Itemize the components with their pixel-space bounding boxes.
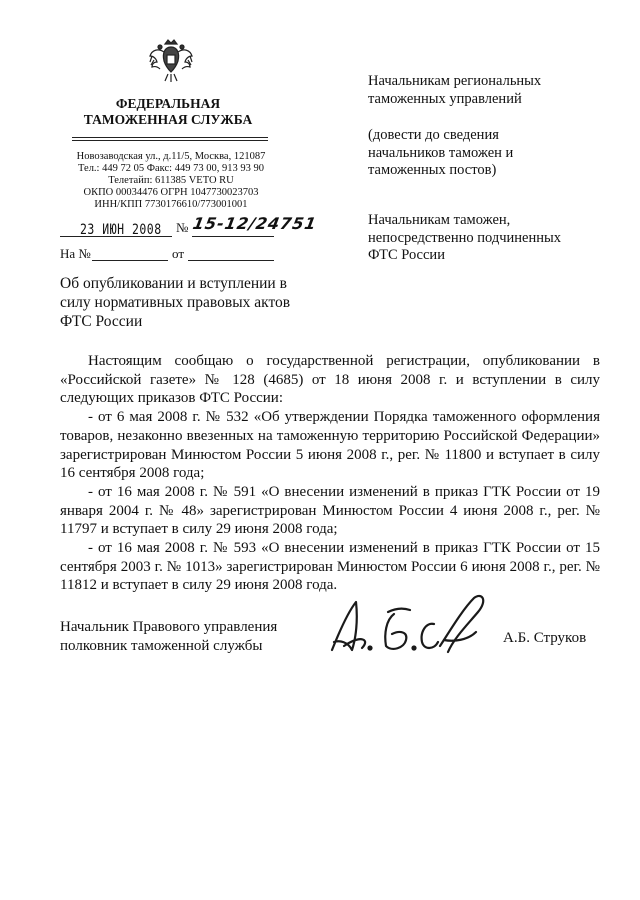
signatory-position-line2: полковник таможенной службы [60,638,263,654]
date-underline [60,236,172,237]
addressee-regional-administrations [368,73,608,108]
letter-body [60,352,600,595]
addressee-note [368,127,608,180]
addressee-line: Начальникам таможен, [368,212,511,228]
handwritten-signature [322,590,497,670]
order-item-532: - от 6 мая 2008 г. № 532 «Об утверждении Порядка таможенного оформления товаров, незаконно ввезенных на таможенную территорию Российской Федерации» зарегистрирован Минюстом России 5 июня 2008 г., рег. № 11800 и вступает в силу 16 сентября 2008 года; [60,409,600,482]
addressee-line: (довести до сведения [368,127,499,143]
reference-number-label: На № [60,246,91,261]
org-address: Новозаводская ул., д.11/5, Москва, 121087 [76,151,266,162]
org-name-line2: ТАМОЖЕННАЯ СЛУЖБА [83,112,253,127]
signatory-position-line1: Начальник Правового управления [60,619,278,635]
addressee-line: начальников таможен и [368,144,514,161]
signatory-name: А.Б. Струков [503,630,587,646]
letterhead-rule-bottom [72,140,268,141]
addressee-line: таможенных постов) [368,162,497,178]
order-item-591: - от 16 мая 2008 г. № 591 «О внесении изменений в приказ ГТК России от 19 января 2004 г. № 48» зарегистрирован Минюстом России 4 июня 2008 г., рег. № 11797 и вступает в силу 29 июня 2008 года; [60,483,600,538]
addressee-line: ФТС России [368,247,445,263]
coat-of-arms-emblem [148,38,194,86]
reference-date-line [188,260,274,261]
addressee-line: таможенных управлений [368,90,522,107]
org-phones: Тел.: 449 72 05 Факс: 449 73 00, 913 93 90 [78,163,264,174]
order-item-593: - от 16 мая 2008 г. № 593 «О внесении изменений в приказ ГТК России от 15 сентября 2003 г. № 1013» зарегистрирован Минюстом России 6 июня 2008 г., рег. № 11812 и вступает в силу 29 июня 2008 года. [60,540,600,594]
number-label: № [176,220,189,235]
org-inn-kpp: ИНН/КПП 7730176610/773001001 [94,199,248,210]
signatory-position [60,618,277,656]
org-okpo-ogrn: ОКПО 00034476 ОГРН 1047730023703 [83,187,259,198]
addressee-line: непосредственно подчиненных [368,229,561,246]
letterhead-rule-top [72,137,268,138]
date-stamp: 23 ИЮН 2008 [80,220,162,238]
addressee-customs-houses [368,212,608,265]
handwritten-outgoing-number: 15-12/24751 [191,214,319,233]
addressee-line: Начальникам региональных [368,73,542,89]
org-teletype: Телетайп: 611385 VETO RU [108,175,234,186]
letter-subject: Об опубликовании и вступлении в силу нормативных правовых актов ФТС России [60,275,291,330]
reference-number-line [92,260,168,261]
body-intro-paragraph: Настоящим сообщаю о государственной регистрации, опубликовании в «Российской газете» № 128 (4685) от 18 июня 2008 г. и вступлении в силу следующих приказов ФТС России: [60,353,600,407]
reference-from-label: от [172,246,185,261]
org-name-line1: ФЕДЕРАЛЬНАЯ [115,96,221,111]
number-underline [192,236,274,237]
